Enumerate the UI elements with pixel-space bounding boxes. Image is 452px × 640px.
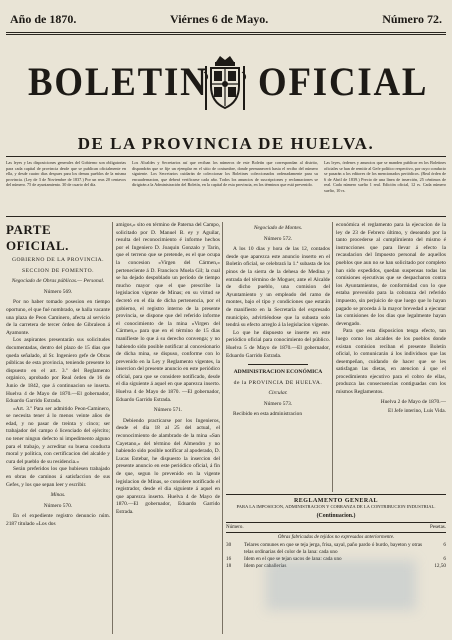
top-rule-2 [6, 34, 446, 35]
tariff-col-price: Pesetas. [430, 525, 446, 530]
tariff-qty: 18 [226, 563, 232, 569]
tariff-price: 6 [443, 556, 446, 562]
issue-year: Año de 1870. [10, 12, 77, 26]
circular-heading: Circular. [268, 390, 288, 397]
notice-number: Número 573. [263, 400, 293, 407]
paragraph: «Art. 3.º Para ser admitido Peon-Caminero, se necesita tener á lo menos veinte años de edad, y no pasar de treinta y cinco; ser trabajador del campo ó licenciado del ejército; no tener ningun defecto ni impedimento alguno para el trabajo, y acreditar su buena conducta moral y política, con certificacion del alcalde y cura del pueblo de su residencia.» [6, 405, 110, 465]
column-3 [226, 222, 330, 419]
notice-number: Número 569. [43, 288, 73, 295]
tariff-header [226, 522, 446, 533]
paragraph: Por no haber tomado posesion en tiempo oportuno, el que fué nombrado, se halla vacante una plaza de Peon Caminero, afecta al servicio de la carretera de tercer órden de Gibraleon á Ayamonte. [6, 299, 110, 336]
masthead-word-right: OFICIAL [258, 59, 429, 104]
tariff-section-heading: Obras fabricadas de tejidos no expresados anteriormente. [277, 535, 395, 540]
tariff-desc: Idem por caballerías [244, 563, 287, 569]
stain-overlay [266, 560, 416, 610]
tariff-qty: 30 [226, 542, 232, 548]
tariff-price: 6 [443, 542, 446, 548]
issue-number: Número 72. [382, 12, 442, 26]
paragraph: Serán preferidos los que hubiesen trabajado en obras de caminos á satisfaccion de sus Gefes, y los que sepan leer y escribir. [6, 466, 110, 488]
masthead [6, 52, 446, 122]
tariff-continuation: (Continuacion.) [316, 513, 356, 519]
issue-date: Viérnes 6 de Mayo. [170, 12, 269, 26]
short-rule [248, 364, 308, 365]
top-rule [6, 32, 446, 33]
notice-number: Número 570. [43, 502, 73, 509]
notice-middle: Los Alcaldes y Secretarios así que reciban los números de este Boletín que correspondan al distrito, dispondrán que se fije un ejemplar en el sitio de costumbre, donde permanecerá hasta el recibo del número siguiente. Los Secretarios cuidarán de coleccionar los Boletines coleccionados ordenadamente para su encuadernacion, que deberá verificarse cada año. Todos los anuncios de suscripciones y reclamaciones se dirigirán a la Administración del Boletín, en la capital de esta provincia, en los términos que está prevenido. [132, 160, 318, 188]
tariff-row [226, 542, 446, 556]
tariff-subtitle: PARA LA IMPOSICION, ADMINISTRACION Y COBRANZA DE LA CONTRIBUCION INDUSTRIAL. [236, 504, 436, 509]
paragraph: Los aspirantes presentarán sus solicitudes documentadas, dentro del plazo de 15 dias que queda señalado, al Sr. Ingeniero gefe de Obras públicas de esta provincia, teniendo presente lo dispuesto en el art. 3.º del Reglamento orgánico, aprobado por Real órden de 16 de Junio de 1842, que á continuacion se inserta. Huelva 4 de Mayo de 1870.—El gobernador, Eduardo Garrido Estrada. [6, 337, 110, 405]
newspaper-page [6, 0, 446, 640]
notice-right: Las leyes, órdenes y anuncios que se manden publicar en los Boletines oficiales se han de remitir al Gefe político respectivo, por cuyo conducto se pasarán a los editores de los mencionados periódicos. (Real órden de 6 de Abril de 1839.) Precio de una línea de inserción, 25 céntimos de real. Cada número suelto 1 real. Edición oficial, 12 rs. Cada número suelto, 10 rs. [324, 160, 446, 193]
notice-number: Número 572. [263, 235, 293, 242]
section-heading: SECCION DE FOMENTO. [21, 267, 95, 274]
paragraph: Lo que he dispuesto se inserte en este periódico oficial para conocimiento del público. Huelva 5 de Mayo de 1870.—El gobernador, Eduardo Garrido Estrada. [226, 329, 330, 359]
tariff-desc: Telares comunes en que se teja jerga, frisa, sayal, paño pardo ó burdo, bayeton y otras telas ordinarias del color de la lana: cada uno [244, 542, 423, 555]
dateline [10, 12, 442, 28]
royal-coat-of-arms-icon [202, 52, 248, 114]
column-separator-3 [332, 222, 333, 492]
column-1 [6, 222, 110, 529]
government-heading: GOBIERNO DE LA PROVINCIA. [11, 257, 105, 263]
paragraph: amigos,» sito en término de Paterna del Campo, solicitado por D. Manuel B. ey y Aguilar, resulta del reconocimiento é informe hechos por el Ingeniero D. Joaquin Gonzalo y Tarin, que el terreno que se pretende, es el que ocupa la concesion «Virgen del Cármen,» perteneciente á D. Francisco Muela Gil; la cual se ha dejado despoblado un período de tiempo mucho mayor que el que prescribe la legislacion vigente de Minas; en su virtud se decretó en el dia de dicha pertenencia, por el gobierno, el registro interno de la presente provincia, se dispone que del referido informe el conocimiento de la mina «Virgen del Cármen,» para que en el término de 15 dias manifieste lo que á su derecho convenga; y no habiendo sido posible notificar al concesionario de dicha mina, se dispuso, conforme con lo prevenido en la Ley y Reglamento vigentes, la insercion del presente anuncio en este periódico oficial, para que se considere notificado, desde el dia siguiente á aquel en que aparezca inserto. Huelva 4 de Mayo de 1870. —El gobernador, Eduardo Garrido Estrada. [116, 222, 220, 403]
part-title: PARTE OFICIAL. [6, 222, 69, 253]
column-4 [336, 222, 446, 488]
signature-date: Huelva 2 de Mayo de 1870.— [380, 398, 446, 405]
notice-left: Las leyes y las disposiciones generales del Gobierno son obligatorias para cada capital de provincia desde que se publican oficialmente en ella, y desde cuatro dias despues para los demas pueblos de la misma provincia. (Ley de 3 de Noviembre de 1837.) Por un reas 20 centavos del número. 75 de ayuntamiento. 30 de cuarto del día. [6, 160, 126, 188]
subtitle-rule [6, 156, 446, 157]
paragraph: Para que esta disposicion tenga efecto, tan luego como los alcaldes de los pueblos donde existan comision reciban el presente Boletín oficial, lo comunicarán á los individuos que las desempeñan, cuidando de hacer que se les satisfagan las dietas, en atencion á que el procedimiento ejecutivo para el cobro de ellas, produzca las consecuencias contiguadas con los mismos Reglamentos. [336, 328, 446, 396]
column-2 [116, 222, 220, 517]
notice-rule [6, 216, 446, 217]
administration-subheading: de la PROVINCIA DE HUELVA. [233, 379, 323, 386]
paragraph: Recibido en esta administracion [233, 411, 303, 418]
masthead-word-left: BOLETIN [28, 59, 209, 104]
paragraph: A los 10 dias y hora de las 12, contados desde que aparezca este anuncio inserto en el Boletín oficial, se celebrará la 1.ª subasta de los pinos de la sierra de la dehesa de Medina y entrada del término de Moguer, ante el Alcalde de dicho pueblo, una comision del Ayuntamiento y un empleado del ramo de montes, bajo el tipo y condiciones que estarán de manifiesto en la Secretaría del expresado municipio, advirtiéndose que la subasta solo tendrá su efecto arreglo á la legislacion vigente. [226, 246, 330, 329]
tariff-qty: 16 [226, 556, 232, 562]
paragraph: económica el reglamento para la ejecucion de la ley de 23 de Febrero último, y deseando por la tanto procederse al cumplimiento del mismo é instrucciones que para llevar á efecto la recaudacion del Impuesto personal de aquellos pueblos que aun no se han solicitado por completo han sido expedidos, quedan suspensas todas las comisiones ejecutivas que se despacharon contra los Ayuntamientos, de conformidad con lo que estaba prevenido para la cobranza del referido impuesto, sin perjuicio de que luego que lo hayan pagado se proceda á la mayor brevedad a ejecutar las comisiones de los dias que legalmente hayan devengado. [336, 222, 446, 327]
subsection-heading: Negociado de Obras públicas.— Personal. [11, 278, 105, 285]
tariff-desc: Idem en el que se tejan sacos de lana: cada uno [244, 556, 342, 562]
paragraph: En el expediente registro denuncio núm. 2187 titulado «Los dos [6, 513, 110, 527]
masthead-subtitle: DE LA PROVINCIA DE HUELVA. [77, 134, 375, 153]
column-separator-2 [222, 222, 223, 634]
signature-name: El Jefe interino, Luis Vida. [388, 408, 446, 415]
notice-number: Número 571. [153, 407, 183, 414]
column-separator-1 [112, 222, 113, 634]
administration-heading: ADMINISTRACION ECONÓMICA [233, 369, 323, 376]
subsection-heading: Negociado de Montes. [253, 225, 303, 231]
paragraph: Debiendo practicarse por los Ingenieros, desde el dia 18 al 25 del actual, el reconocimiento de alambrado de la mina «San Cayetano,» del término del Almendro y no habiendo sido posible notificar al apoderado, D. Lucas Estebar, he dispuesto la insercion del presente anuncio en este periódico oficial, á fin de que, segun lo prevenido en la vigente legislacion de Minas, se considere notificado el registrador, desde el dia siguiente á aquel en que aparezca inserto. Huelva 4 de Mayo de 1870.—El gobernador, Eduardo Garrido Estrada. [116, 417, 220, 515]
tariff-col-number: Número. [226, 525, 244, 530]
subsection-heading: Minas. [50, 492, 66, 499]
tariff-title: REGLAMENTO GENERAL [293, 498, 379, 504]
tariff-price: 12,50 [434, 563, 446, 569]
tariff-rule [226, 494, 446, 495]
